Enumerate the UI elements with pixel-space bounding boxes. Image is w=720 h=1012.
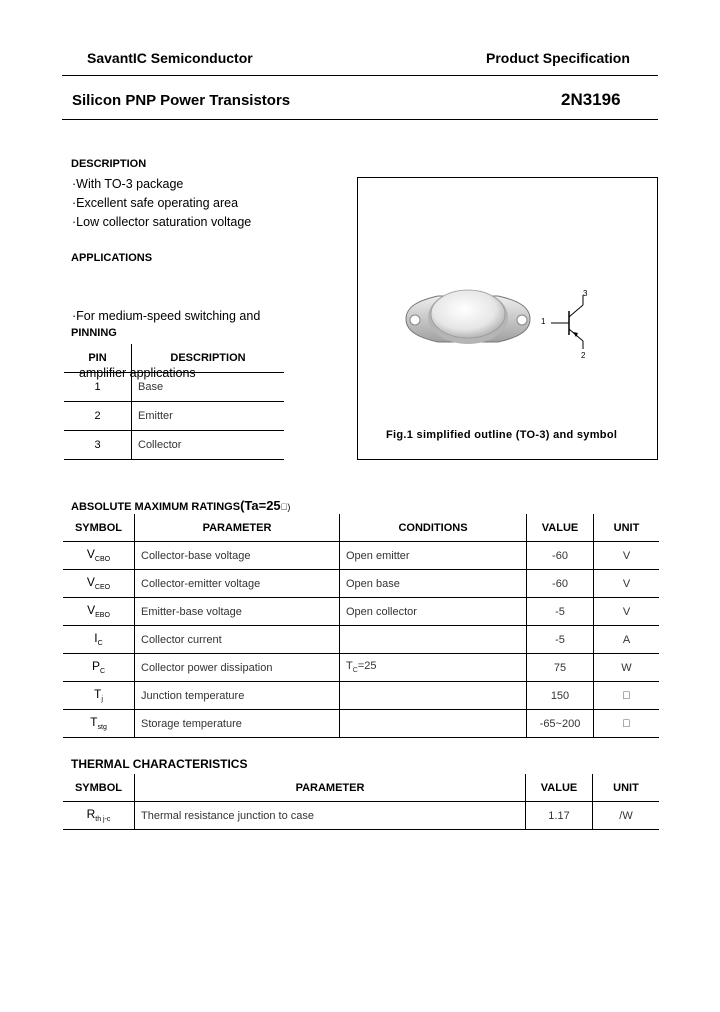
table-row [63, 626, 659, 654]
ratings-heading-main: ABSOLUTE MAXIMUM RATINGS [71, 501, 241, 513]
spec-label: Product Specification [486, 50, 630, 66]
applications-heading: APPLICATIONS [71, 252, 153, 264]
ratings-heading-condition: (Ta=25 [240, 498, 281, 513]
rating-parameter: Storage temperature [135, 710, 340, 738]
rating-symbol: $V_{CEO}$ [63, 570, 135, 598]
conditions-column-header: CONDITIONS [340, 514, 527, 542]
table-row [63, 654, 659, 682]
pinning-header-row [64, 344, 284, 373]
company-name: SavantIC Semiconductor [87, 50, 253, 66]
ratings-heading-tail:  ) [280, 502, 291, 512]
value-column-header: VALUE [527, 514, 594, 542]
thermal-symbol: $R_{th j-c}$ [63, 802, 135, 830]
thermal-value: 1.17 [526, 802, 593, 830]
rating-value: -60 [527, 570, 594, 598]
table-row [63, 570, 659, 598]
description-list [72, 175, 251, 232]
rating-symbol: $V_{CBO}$ [63, 542, 135, 570]
pin-column-header: PIN [64, 344, 132, 373]
ratings-heading [71, 498, 290, 513]
rating-parameter: Collector-emitter voltage [135, 570, 340, 598]
symbol-column-header: SYMBOL [63, 774, 135, 802]
rating-condition: Open collector [340, 598, 527, 626]
rating-unit: V [594, 570, 660, 598]
parameter-column-header: PARAMETER [135, 514, 340, 542]
ratings-header-row [63, 514, 659, 542]
table-row [64, 431, 284, 460]
unit-column-header: UNIT [594, 514, 660, 542]
rating-parameter: Collector current [135, 626, 340, 654]
rating-unit: W [594, 654, 660, 682]
pin-description: Base [132, 373, 285, 402]
description-column-header: DESCRIPTION [132, 344, 285, 373]
pin-description: Emitter [132, 402, 285, 431]
pin-description: Collector [132, 431, 285, 460]
description-item: ·Low collector saturation voltage [72, 215, 252, 229]
symbol-column-header: SYMBOL [63, 514, 135, 542]
table-row [64, 402, 284, 431]
symbol-pin-label: 2 [581, 351, 586, 360]
rating-value: 75 [527, 654, 594, 682]
description-item: ·With TO-3 package [72, 177, 184, 191]
table-row [63, 598, 659, 626]
thermal-heading: THERMAL CHARACTERISTICS [71, 757, 248, 771]
rating-unit:   [594, 710, 660, 738]
rating-unit: V [594, 598, 660, 626]
thermal-table [63, 774, 659, 830]
rating-symbol: $P_C$ [63, 654, 135, 682]
header-divider-top [62, 75, 658, 76]
rating-condition: Open base [340, 570, 527, 598]
rating-symbol: $V_{EBO}$ [63, 598, 135, 626]
rating-condition [340, 682, 527, 710]
table-row [63, 542, 659, 570]
figure-box [357, 177, 658, 460]
header-divider-bottom [62, 119, 658, 120]
pin-number: 3 [64, 431, 132, 460]
rating-condition [340, 626, 527, 654]
unit-column-header: UNIT [593, 774, 660, 802]
rating-unit: V [594, 542, 660, 570]
description-heading: DESCRIPTION [71, 158, 147, 170]
rating-value: 150 [527, 682, 594, 710]
rating-value: -65~200 [527, 710, 594, 738]
rating-value: -60 [527, 542, 594, 570]
thermal-header-row [63, 774, 659, 802]
thermal-parameter: Thermal resistance junction to case [135, 802, 526, 830]
parameter-column-header: PARAMETER [135, 774, 526, 802]
pinning-heading: PINNING [71, 327, 117, 339]
rating-value: -5 [527, 598, 594, 626]
table-row [64, 373, 284, 402]
rating-symbol: $T_j$ [63, 682, 135, 710]
application-item: amplifier applications [72, 366, 196, 380]
rating-condition: Open emitter [340, 542, 527, 570]
pin-number: 1 [64, 373, 132, 402]
table-row [63, 802, 659, 830]
pinning-table [64, 344, 284, 460]
rating-condition: $T_C=25$ [340, 654, 527, 682]
pin-number: 2 [64, 402, 132, 431]
application-item: ·For medium-speed switching and [72, 309, 261, 323]
document-title: Silicon PNP Power Transistors [72, 92, 291, 109]
rating-parameter: Junction temperature [135, 682, 340, 710]
figure-caption: Fig.1 simplified outline (TO-3) and symbol [386, 429, 618, 441]
description-item: ·Excellent safe operating area [72, 196, 239, 210]
rating-unit: A [594, 626, 660, 654]
rating-parameter: Emitter-base voltage [135, 598, 340, 626]
symbol-pin-label: 3 [583, 289, 588, 298]
rating-condition [340, 710, 527, 738]
rating-value: -5 [527, 626, 594, 654]
to3-package-image [358, 178, 657, 459]
part-number: 2N3196 [561, 90, 621, 109]
value-column-header: VALUE [526, 774, 593, 802]
rating-parameter: Collector-base voltage [135, 542, 340, 570]
rating-unit:   [594, 682, 660, 710]
thermal-unit: /W [593, 802, 660, 830]
table-row [63, 682, 659, 710]
rating-parameter: Collector power dissipation [135, 654, 340, 682]
rating-symbol: $I_C$ [63, 626, 135, 654]
symbol-pin-label: 1 [541, 317, 546, 326]
table-row [63, 710, 659, 738]
ratings-table [63, 514, 659, 738]
rating-symbol: $T_{stg}$ [63, 710, 135, 738]
